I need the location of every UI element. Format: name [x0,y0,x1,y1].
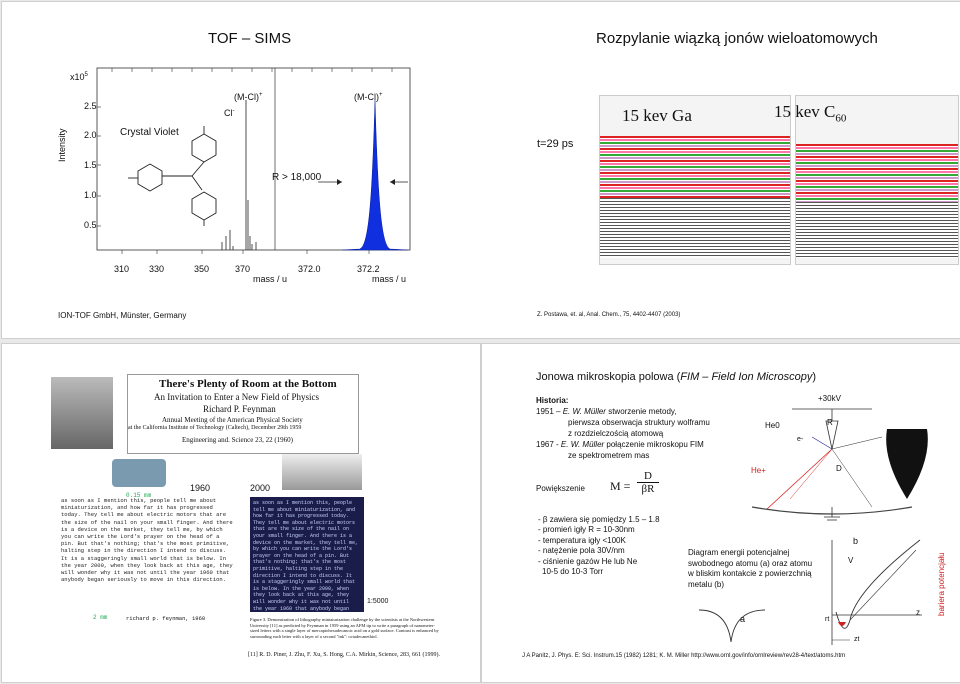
history-1951: 1951 – E. W. Müller stworzenie metody, [536,407,677,416]
label-a: a [740,614,746,624]
year-1960: 1960 [190,483,211,493]
history-head: Historia: [536,396,569,405]
history-1967-line2: ze spektrometrem mas [568,451,650,460]
formula-denominator: βR [641,483,655,495]
diagram-caption: Diagram energii potencjalnej swobodnego atomu (a) oraz atomu w bliskim kontakcie z powierzchnią metalu (b) [688,548,813,589]
r-label: R [827,418,833,427]
slide-fim [481,343,960,683]
formula-numerator: D [637,470,659,483]
nanolithography-paragraph: as soon as I mention this, people tell me about miniaturization, and how far it has progressed today. They tell me about electric motors that are the size of the nail on your small finger. And there is a device on the market, they tell me, by which you can write the Lord's prayer on the head of a pin. But that's nothing; that's the most primitive, halting step in the direction I intend to discuss. It is a staggeringly small world that is below. In the year 2000, when they look back at this age, they will wonder why it was not until the year 1960 that anybody began [253,500,359,612]
x-tick-372-2: 372.2 [357,264,380,274]
chloride-label: Cl- [224,108,235,118]
slide-feynman [1,343,481,683]
y-tick-1-5: 1.5 [84,160,97,170]
label-z: z [916,608,920,617]
label-zt: zt [854,636,860,643]
box-sub1: An Invitation to Enter a New Field of Physics [154,392,319,402]
signature: richard p. feynman, 1960 [126,615,206,622]
fim-bullets [538,515,660,577]
crystal-violet-structure-icon [128,126,216,226]
y-multiplier: $x10^5$ [70,72,88,82]
he0-label: He0 [765,421,780,430]
x-tick-310: 310 [114,264,130,274]
bullet-pressure-range: 10-5 do 10-3 Torr [542,567,604,577]
source-postawa: Z. Postawa, et. al, Anal. Chem., 75, 4402-4407 (2003) [537,312,681,318]
label-b: b [853,536,859,546]
x-label-right: mass / u [372,274,407,284]
peak2-label: (M-Cl)+ [354,92,383,102]
voltage-label: +30kV [818,394,841,403]
x-label-left: mass / u [253,274,288,284]
box-sub4: at the California Institute of Technology (Caltech), December 29th 1959 [128,425,302,431]
sim-label-ga: 15 kev Ga [622,106,692,125]
scale-015mm: 0.15 mm [126,492,152,499]
box-sub3: Annual Meeting of the American Physical Society [162,416,303,424]
formula-m: M = [610,479,631,493]
y-tick-1-0: 1.0 [84,190,97,200]
source-iontof: ION-TOF GmbH, Münster, Germany [58,311,187,320]
potential-diagram-b [816,530,924,648]
afm-tip-image [282,454,362,490]
x-tick-350: 350 [194,264,210,274]
resolution-label: R > 18,000 [272,172,322,183]
d-label: D [836,464,842,473]
compound-name: Crystal Violet [120,127,179,138]
nanolithography-panel [250,497,364,612]
box-sub2: Richard P. Feynman [203,404,276,414]
y-tick-0-5: 0.5 [84,220,97,230]
title-tof-sims: TOF – SIMS [208,30,292,47]
label-rt: rt [825,616,830,623]
fim-title: Jonowa mikroskopia polowa (FIM – Field Ion Microscopy) [536,371,817,383]
tip-photo-icon [886,429,928,499]
electron-label: e- [797,436,804,443]
history-1951-line2: pierwsza obserwacja struktury wolframu [568,418,710,427]
reference: [11] R. D. Piner, J. Zhu, F. Xu, S. Hong, C.A. Mirkin, Science, 283, 661 (1999). [248,652,441,658]
potential-well-a-icon [697,606,767,646]
fim-schematic [732,389,952,539]
sim-label-c60: 15 kev $C_{60}$ [774,102,847,125]
title-cluster-sputtering: Rozpylanie wiązką jonów wieloatomowych [596,30,878,47]
bullet-temperature: - temperatura igły <100K [538,535,626,545]
label-v: V [848,556,854,565]
y-axis-label: Intensity [57,128,67,162]
history-1967: 1967 - E. W. Müller połączenie mikroskopu FIM [536,440,704,449]
x-tick-370: 370 [235,264,251,274]
scale-1-5000: 1:5000 [367,598,389,605]
peak1-label: (M-Cl)+ [234,92,263,102]
y-tick-2-0: 2.0 [84,130,97,140]
barrier-label: bariera potencjału [937,552,946,616]
scale-2mm: 2 mm [93,614,108,621]
figure-caption: Figure 3. Demonstration of lithography miniaturization challenge by the scientists at the Northwestern University [11] as predicted by Feynman in 1959 using an AFM tip to write a paragraph of nanometer-sized letters with a single layer of mercaptohexadecanoic acid on a gold surface. Contrast is enhanced by surrounding each letter with a layer of a second "ink": octadecanethiol. [250,617,439,639]
typewriter-image [112,459,166,487]
box-sub5: Engineering and. Science 23, 22 (1960) [182,436,293,444]
bullet-pressure: - ciśnienie gazów He lub Ne [538,556,638,566]
magnification-label: Powiększenie [536,484,585,493]
x-tick-330: 330 [149,264,165,274]
history-1951-line3: z rozdzielczością atomową [568,429,664,438]
bullet-beta: - β zawiera się pomiędzy 1.5 – 1.8 [538,515,660,524]
x-tick-372-0: 372.0 [298,264,321,274]
slide-tof-sims [1,1,960,339]
time-label: t=29 ps [537,138,574,150]
he-plus-label: He+ [751,466,766,475]
formula-fraction [637,470,659,495]
bullet-field: - natężenie pola 30V/nm [538,546,625,556]
fim-reference: J A Panitz, J. Phys. E: Sci. Instrum.15 (1982) 1281; K. M. Miller http://www.ornl.gov/info/ornlreview/rev28-4/text/atoms.htm [522,653,846,659]
box-title: There's Plenty of Room at the Bottom [159,378,337,390]
typed-paragraph: as soon as I mention this, people tell me about miniaturization, and how far it has progressed today. They tell me about electric motors that are the size of the nail on your small finger. And there is a device on the market, they tell me, by which you can write the Lord's prayer on the head of a pin. But that's nothing; that's the most primitive, halting step in the direction I intend to discuss. It is a staggeringly small world that is below. In the year 2000, when they look back at this age, they will wonder why it was not until the year 1960 that anybody began seriously to move in this direction. [61,497,233,584]
y-tick-2-5: 2.5 [84,101,97,111]
typed-paragraph-panel [61,497,234,614]
year-2000: 2000 [250,483,271,493]
bullet-radius: - promień igły R = 10-30nm [538,525,635,535]
feynman-photo [51,377,113,449]
